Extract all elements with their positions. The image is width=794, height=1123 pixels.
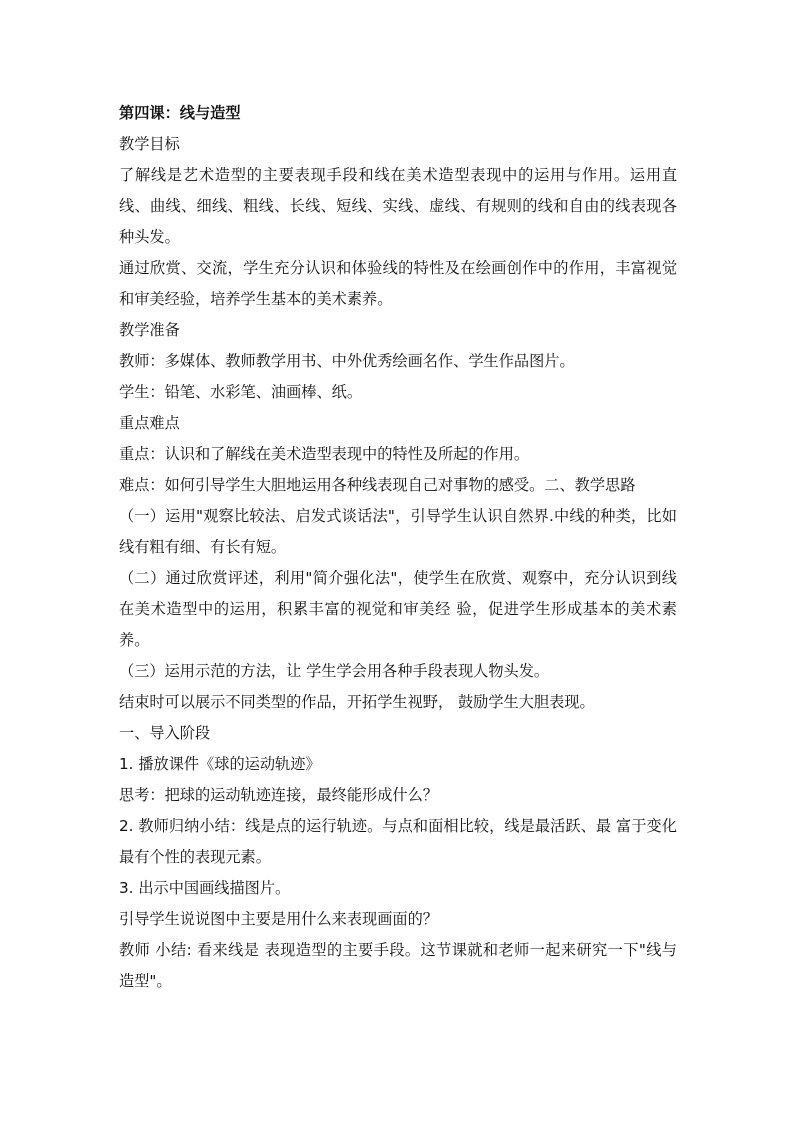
- difficult-point: 难点：如何引导学生大胆地运用各种线表现自己对事物的感受。二、教学思路: [119, 476, 636, 494]
- lesson-title: 第四课：线与造型: [119, 104, 241, 122]
- document-page: [119, 98, 677, 997]
- key-heading: 重点难点: [119, 414, 180, 432]
- teaching-idea-1: （一）运用"观察比较法、启发式谈话法"，引导学生认识自然界.中线的种类，比如线有粗有细、有长有短。: [119, 507, 677, 556]
- goals-heading: 教学目标: [119, 135, 180, 153]
- step-3: 3. 出示中国画线描图片。: [119, 879, 291, 897]
- key-point: 重点：认识和了解线在美术造型表现中的特性及所起的作用。: [119, 445, 530, 463]
- teaching-idea-3: （三）运用示范的方法，让 学生学会用各种手段表现人物头发。: [119, 662, 550, 680]
- think-question: 思考：把球的运动轨迹连接，最终能形成什么？: [119, 786, 438, 804]
- goals-paragraph-2: 通过欣赏、交流，学生充分认识和体验线的特性及在绘画创作中的作用，丰富视觉和审美经验，培养学生基本的美术素养。: [119, 259, 677, 308]
- prep-heading: 教学准备: [119, 321, 180, 339]
- teacher-summary: 教师 小结: 看来线是 表现造型的主要手段。这节课就和老师一起来研究一下"线与造型"。: [119, 941, 677, 990]
- step-1: 1. 播放课件《球的运动轨迹》: [119, 755, 321, 773]
- goals-paragraph-1: 了解线是艺术造型的主要表现手段和线在美术造型表现中的运用与作用。运用直线、曲线、细线、粗线、长线、短线、实线、虚线、有规则的线和自由的线表现各种头发。: [119, 166, 677, 246]
- guide-question: 引导学生说说图中主要是用什么来表现画面的？: [119, 910, 438, 928]
- step-2: 2. 教师归纳小结：线是点的运行轨迹。与点和面相比较，线是最活跃、最 富于变化最有个性的表现元素。: [119, 817, 677, 866]
- teaching-idea-2: （二）通过欣赏评述，利用"简介强化法"，使学生在欣赏、观察中，充分认识到线在美术造型中的运用，积累丰富的视觉和审美经 验，促进学生形成基本的美术素养。: [119, 569, 677, 649]
- prep-student: 学生：铅笔、水彩笔、油画棒、纸。: [119, 383, 362, 401]
- stage-heading: 一、导入阶段: [119, 724, 211, 742]
- ending-note: 结束时可以展示不同类型的作品，开拓学生视野， 鼓励学生大胆表现。: [119, 693, 595, 711]
- prep-teacher: 教师：多媒体、教师教学用书、中外优秀绘画名作、学生作品图片。: [119, 352, 575, 370]
